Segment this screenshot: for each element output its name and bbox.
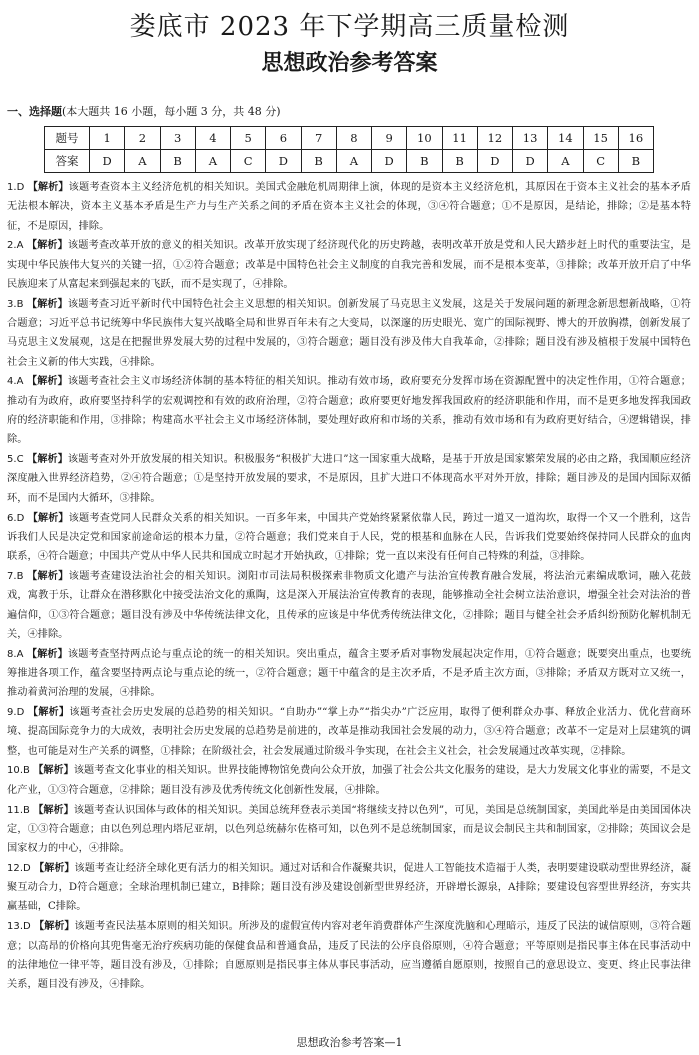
item-text: 该题考查认识国体与政体的相关知识。美国总统拜登表示美国“将继续支持以色列”，可见，美国是总统制国家，美国此举是由美国国体决定，①③符合题意；由以色列总理内塔尼亚胡，以色列总统赫尔佐格可知，以色列不是总统制国家，而是议会制民主共和制国家，②排除；英国议会是国家权力的中心，④排除。 — [7, 804, 691, 855]
item-text: 该题考查文化事业的相关知识。世界技能博物馆免费向公众开放，加强了社会公共文化服务的建设，是大力发展文化事业的需要，不是文化产业，①③符合题意，②排除；题目没有涉及优秀传统文化创新性发展，④排除。 — [7, 765, 691, 796]
item-number: 13.D — [7, 921, 31, 933]
item-text: 该题考查让经济全球化更有活力的相关知识。通过对话和合作凝聚共识，促进人工智能技术造福于人类，表明要建设联动型世界经济，凝聚互动合力，D符合题意；全球治理机制已建立，B排除；题目没有涉及建设创新型世界经济，开辟增长源泉，A排除；要建设包容型世界经济，夯实共赢基础，C排除。 — [7, 862, 691, 913]
explanation-item — [7, 703, 691, 761]
row-label-answer: 答案 — [45, 150, 90, 173]
item-number: 12.D — [7, 862, 31, 874]
analysis-tag: 【解析】 — [33, 804, 74, 816]
item-number: 8.A — [7, 648, 24, 660]
answer-cell: B — [160, 150, 195, 173]
item-number: 5.C — [7, 454, 24, 466]
analysis-tag: 【解析】 — [27, 240, 68, 252]
item-number: 7.B — [7, 570, 24, 582]
answer-table — [44, 126, 654, 173]
item-number: 11.B — [7, 804, 30, 816]
item-text: 该题考查社会主义市场经济体制的基本特征的相关知识。推动有效市场，政府要充分发挥市场在资源配置中的决定性作用，①符合题意；推动有为政府，政府要坚持科学的宏观调控和有效的政府治理，②符合题意；政府要更好地发挥我国政府的经济职能和作用，而不是更多地发挥我国政府的经济职能和作用，③排除；构建高水平社会主义市场经济体制，要处理好政府和市场的关系，推动有效市场和有为政府更好结合，④逻辑错误，排除。 — [7, 376, 692, 446]
answer-table-row-answers — [45, 150, 654, 173]
answer-cell: C — [583, 150, 618, 173]
question-number-cell: 2 — [125, 127, 160, 150]
item-number: 1.D — [7, 182, 25, 193]
analysis-tag: 【解析】 — [27, 376, 68, 388]
answer-cell: A — [125, 150, 160, 173]
explanation-item — [7, 178, 691, 236]
answer-cell: B — [407, 150, 442, 173]
answer-cell: A — [548, 150, 583, 173]
analysis-tag: 【解析】 — [34, 862, 75, 874]
explanation-item — [7, 236, 691, 294]
analysis-tag: 【解析】 — [34, 921, 75, 933]
page-title: 娄底市 2023 年下学期高三质量检测 — [129, 12, 570, 42]
answer-cell: C — [231, 150, 266, 173]
explanation-item — [7, 372, 691, 449]
question-number-cell: 9 — [372, 127, 407, 150]
item-text: 该题考查民法基本原则的相关知识。所涉及的虚假宣传内容对老年消费群体产生深度洗脑和心理暗示，违反了民法的诚信原则，③符合题意；以高昂的价格向其兜售毫无治疗疾病功能的保健食品和普通食品，违反了民法的公序良俗原则，④符合题意；平等原则是指民事主体在民事活动中的法律地位一律平等，题目没有涉及，①排除；自愿原则是指民事主体从事民事活动，应当遵循自愿原则，按照自己的意思设立、变更、终止民事法律关系，题目没有涉及，④排除。 — [7, 921, 691, 991]
item-text: 该题考查资本主义经济危机的相关知识。美国式金融危机周期律上演，体现的是资本主义经济危机，其原因在于资本主义社会的基本矛盾无法根本解决，资本主义基本矛盾是生产力与生产关系之间的矛盾在资本主义社会的体现，③④符合题意；①不是原因，是结论，排除；②是基本特征，不是原因，排除。 — [7, 182, 692, 232]
explanation-item — [7, 509, 691, 567]
answer-cell: A — [336, 150, 371, 173]
analysis-tag: 【解析】 — [27, 182, 69, 193]
item-number: 9.D — [7, 707, 25, 719]
question-number-cell: 3 — [160, 127, 195, 150]
item-number: 6.D — [7, 512, 25, 524]
question-number-cell: 16 — [618, 127, 653, 150]
analysis-tag: 【解析】 — [27, 648, 68, 660]
answer-cell: D — [266, 150, 301, 173]
analysis-tag: 【解析】 — [27, 454, 68, 466]
page-subtitle: 思想政治参考答案 — [261, 51, 438, 76]
page-footer: 思想政治参考答案—1 — [296, 1036, 403, 1049]
answer-table-row-numbers — [45, 127, 654, 150]
item-number: 4.A — [7, 376, 24, 388]
item-number: 10.B — [7, 765, 30, 777]
item-text: 该题考查改革开放的意义的相关知识。改革开放实现了经济现代化的历史跨越，表明改革开放是党和人民大踏步赶上时代的重要法宝，是实现中华民族伟大复兴的关键一招，①②符合题意；改革是中国特色社会主义制度的自我完善和发展，而不是根本变革，③排除；改革开放开启了中华民族迎来了从富起来到强起来的飞跃，而不是实现了，④排除。 — [7, 240, 692, 290]
explanation-item — [7, 450, 691, 508]
analysis-tag: 【解析】 — [27, 570, 69, 582]
item-text: 该题考查社会历史发展的总趋势的相关知识。“自助办”“掌上办”“指尖办”广泛应用，取得了便利群众办事、释放企业活力、优化营商环境、提高国际竞争力的大成效，表明社会历史发展的总趋势是前进的，改革是推动我国社会发展的动力，③④符合题意；改革不一定是对上层建筑的调整，也可能是对生产关系的调整，①排除；在阶级社会，社会发展通过阶级斗争实现，在社会主义社会，社会发展通过改革实现，②排除。 — [7, 707, 691, 757]
question-number-cell: 6 — [266, 127, 301, 150]
explanation-item — [7, 295, 691, 372]
question-number-cell: 5 — [231, 127, 266, 150]
answer-cell: B — [618, 150, 653, 173]
section-heading — [7, 105, 281, 119]
question-number-cell: 7 — [301, 127, 336, 150]
answer-cell: D — [372, 150, 407, 173]
analysis-tag: 【解析】 — [33, 765, 74, 777]
question-number-cell: 12 — [477, 127, 512, 150]
question-number-cell: 15 — [583, 127, 618, 150]
question-number-cell: 13 — [513, 127, 548, 150]
question-number-cell: 14 — [548, 127, 583, 150]
item-text: 该题考查对外开放发展的相关知识。积极服务“积极扩大进口”这一国家重大战略，是基于开放是国家繁荣发展的必由之路，我国顺应经济深度融入世界经济趋势，②④符合题意；①是坚持开放发展的要求，不是原因，且扩大进口不体现高水平对外开放，排除；题目涉及的是国内国际双循环，而不是国内大循环，③排除。 — [7, 454, 691, 504]
explanation-item — [7, 801, 691, 859]
explanation-item — [7, 917, 691, 994]
item-text: 该题考查党同人民群众关系的相关知识。一百多年来，中国共产党始终紧紧依靠人民，跨过一道又一道沟坎，取得一个又一个胜利，这告诉我们人民是决定党和国家前途命运的根本力量，②符合题意；我们党来自于人民，党的根基和血脉在人民，告诉我们党要始终保持同人民群众的血肉联系，④符合题意；中国共产党从中华人民共和国成立时起才开始执政，①排除；党一直以来没有任何自己特殊的利益，③排除。 — [7, 512, 692, 563]
item-text: 该题考查坚持两点论与重点论的统一的相关知识。突出重点，蕴含主要矛盾对事物发展起决定作用，①符合题意；既要突出重点，也要统筹推进各项工作，蕴含要坚持两点论与重点论的统一，②符合题意；题干中蕴含的是主次矛盾，不是矛盾主次方面，③排除；矛盾双方既对立又统一，推动着黄河治理的发展，④排除。 — [7, 648, 692, 699]
question-number-cell: 4 — [195, 127, 230, 150]
section-label: 一、选择题 — [7, 105, 62, 118]
explanation-list — [7, 178, 691, 995]
explanation-item — [7, 859, 691, 917]
analysis-tag: 【解析】 — [27, 512, 69, 524]
item-number: 2.A — [7, 240, 24, 252]
row-label-number: 题号 — [45, 127, 90, 150]
question-number-cell: 8 — [336, 127, 371, 150]
answer-cell: D — [477, 150, 512, 173]
answer-cell: D — [513, 150, 548, 173]
question-number-cell: 1 — [90, 127, 125, 150]
question-number-cell: 11 — [442, 127, 477, 150]
answer-cell: A — [195, 150, 230, 173]
item-text: 该题考查习近平新时代中国特色社会主义思想的相关知识。创新发展了马克思主义发展，这是关于发展问题的新理念新思想新战略，①符合题意；习近平总书记统筹中华民族伟大复兴战略全局和世界百年未有之大变局，以深邃的历史眼光、宽广的国际视野、博大的开放胸襟，创新发展了马克思主义发展观，这是在把握世界发展大势的过程中发展的，③符合题意；题目没有涉及伟大自我革命，②排除；题目没有涉及植根于发展中国特色社会主义新的伟大实践，④排除。 — [7, 298, 692, 368]
question-number-cell: 10 — [407, 127, 442, 150]
answer-cell: B — [301, 150, 336, 173]
analysis-tag: 【解析】 — [27, 298, 68, 310]
answer-cell: B — [442, 150, 477, 173]
explanation-item — [7, 645, 691, 703]
explanation-item — [7, 567, 691, 644]
item-text: 该题考查建设法治社会的相关知识。浏阳市司法局积极探索非物质文化遗产与法治宣传教育融合发展，将法治元素编成歌词，融入花鼓戏，寓教于乐，让群众在潜移默化中接受法治文化的熏陶，这是深入开展法治宣传教育的表现，能够推动全社会树立法治意识，增强全社会对法治的普遍信仰，①③符合题意；题目没有涉及中华传统法律文化，且传承的应该是中华优秀传统法律文化，②排除；题目与健全社会矛盾纠纷预防化解机制无关，④排除。 — [7, 570, 691, 640]
explanation-item — [7, 761, 691, 800]
item-number: 3.B — [7, 298, 24, 310]
answer-cell: D — [90, 150, 125, 173]
analysis-tag: 【解析】 — [27, 707, 70, 719]
section-description: (本大题共 16 小题，每小题 3 分，共 48 分) — [62, 105, 281, 118]
